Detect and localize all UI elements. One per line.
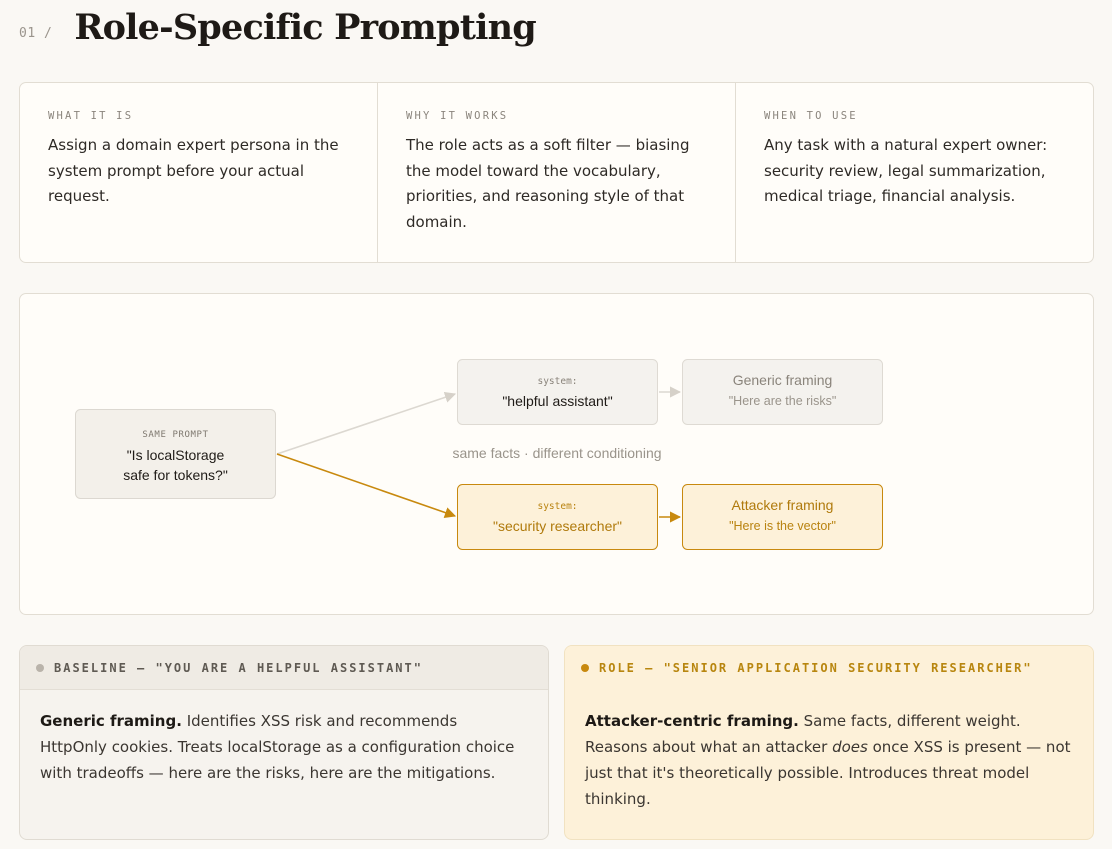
when-to-use-label: WHEN TO USE — [764, 110, 858, 122]
same-prompt-label: SAME PROMPT — [142, 430, 209, 440]
generic-system-node — [458, 360, 658, 425]
why-it-works-text: The role acts as a soft filter — biasing the model toward the vocabulary, priorities, and reasoning style of that domain. — [406, 136, 690, 231]
flow-diagram — [20, 294, 1095, 616]
what-it-is-label: WHAT IT IS — [48, 110, 134, 122]
role-output-node — [683, 485, 883, 550]
role-text-before: Same facts, different weight. Reasons about what an attacker — [585, 712, 1021, 756]
role-dot-icon — [581, 664, 589, 672]
baseline-body — [20, 690, 548, 786]
page-header — [19, 4, 536, 50]
when-to-use-text: Any task with a natural expert owner: security review, legal summarization, medical triage, financial analysis. — [764, 136, 1048, 205]
generic-system-label: system: — [537, 376, 578, 387]
connector-prompt-to-role — [277, 454, 455, 516]
baseline-lead: Generic framing. — [40, 712, 182, 730]
role-header — [565, 646, 1093, 690]
role-body — [565, 690, 1093, 812]
baseline-dot-icon — [36, 664, 44, 672]
what-it-is-column — [20, 83, 377, 262]
baseline-panel — [19, 645, 549, 840]
generic-output-node — [683, 360, 883, 425]
same-prompt-node — [76, 410, 276, 499]
summary-card — [19, 82, 1094, 263]
role-panel — [564, 645, 1094, 840]
page-title: Role-Specific Prompting — [74, 6, 536, 48]
baseline-title: BASELINE — "YOU ARE A HELPFUL ASSISTANT" — [54, 660, 423, 675]
role-system-label: system: — [537, 501, 578, 512]
role-title: ROLE — "SENIOR APPLICATION SECURITY RESEARCHER" — [599, 661, 1033, 675]
baseline-text: Identifies XSS risk and recommends HttpOnly cookies. Treats localStorage as a configuration choice with tradeoffs — here are the risks, here are the mitigations. — [40, 712, 515, 782]
why-it-works-label: WHY IT WORKS — [406, 110, 509, 122]
section-number: 01 / — [19, 25, 53, 41]
when-to-use-column — [735, 83, 1093, 262]
role-output-title: Attacker framing — [731, 497, 834, 513]
diagram-card — [19, 293, 1094, 615]
why-it-works-column — [377, 83, 735, 262]
role-text-after: once XSS is present — not just that it's theoretically possible. Introduces threat model thinking. — [585, 738, 1071, 808]
generic-output-title: Generic framing — [732, 372, 833, 388]
generic-system-text: "helpful assistant" — [502, 393, 613, 409]
conditioning-caption: same facts · different conditioning — [452, 445, 662, 461]
role-lead: Attacker-centric framing. — [585, 712, 799, 730]
baseline-header — [20, 646, 548, 690]
connector-prompt-to-generic — [277, 394, 455, 454]
role-system-node — [458, 485, 658, 550]
same-prompt-line-2: safe for tokens?" — [123, 467, 228, 483]
role-system-text: "security researcher" — [493, 518, 622, 534]
generic-output-text: "Here are the risks" — [728, 394, 837, 408]
role-output-text: "Here is the vector" — [729, 519, 836, 533]
same-prompt-line-1: "Is localStorage — [126, 447, 225, 463]
role-emphasis: does — [832, 738, 868, 756]
what-it-is-text: Assign a domain expert persona in the system prompt before your actual request. — [48, 136, 339, 205]
